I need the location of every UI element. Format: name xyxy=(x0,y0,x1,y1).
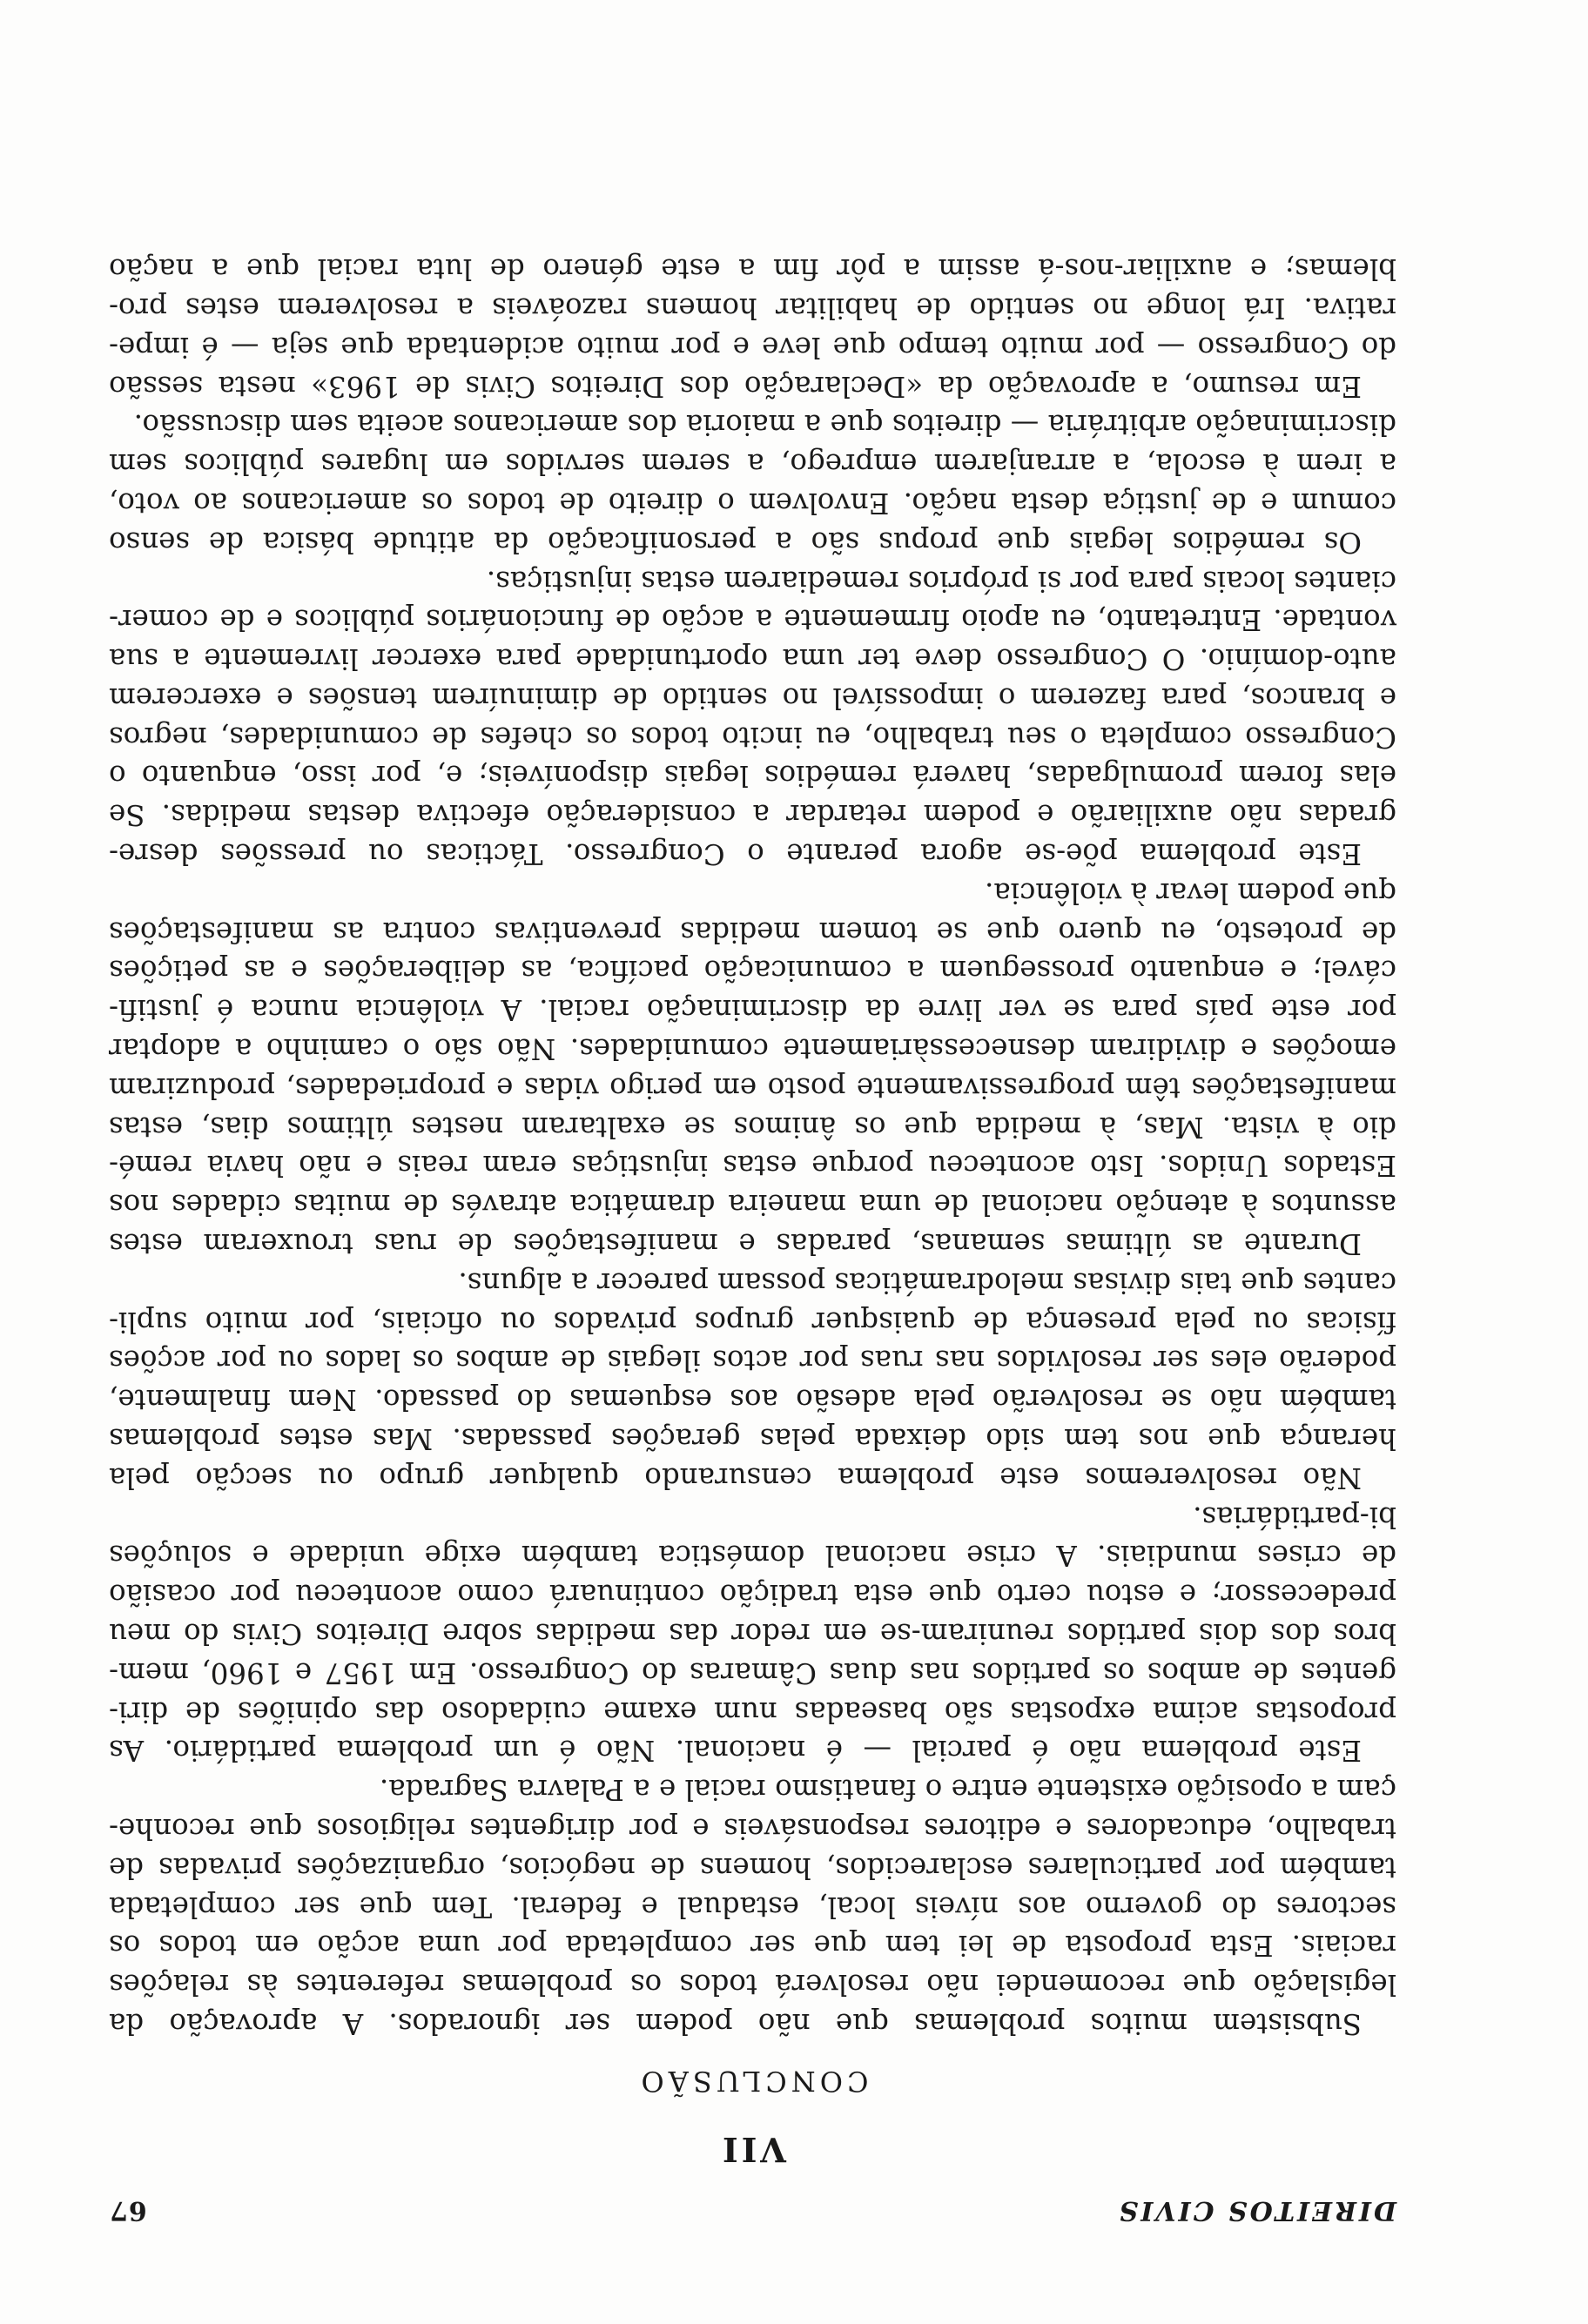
text-line: manifestações têm progressivamente posto em perigo vidas e propriedades, produziram xyxy=(109,1071,1396,1105)
text-line: a irem à escola, a arranjarem emprego, a serem servidos em lugares públicos sem xyxy=(109,447,1396,481)
text-line: cantes que tais divisas melodramáticas possam parecer a alguns. xyxy=(458,1266,1396,1300)
text-line: rativa. Irá longe no sentido de habilitar homens razoáveis a resolverem estes pro- xyxy=(109,291,1396,325)
paragraph xyxy=(109,249,1396,405)
paragraph xyxy=(109,561,1396,873)
text-line: ciantes locais para por si próprios remediarem estas injustiças. xyxy=(486,564,1396,598)
text-line: sectores do governo aos níveis local, estadual e federal. Tem que ser completada xyxy=(109,1890,1396,1924)
text-line: que podem levar à violência. xyxy=(985,876,1396,910)
text-line: Em resumo, a aprovação da «Declaração dos Direitos Civis de 1963» nesta sessão xyxy=(109,369,1362,403)
running-head-title: DIREITOS CIVIS xyxy=(1116,2195,1396,2226)
text-line: Os remédios legais que propus são a personificação da atitude básica de senso xyxy=(109,525,1362,559)
text-line: assuntos à atenção nacional de uma maneira dramática através de muitas cidades nos xyxy=(109,1188,1396,1222)
text-line: cável; e enquanto prosseguem a comunicação pacífica, as deliberações e as petições xyxy=(109,954,1396,988)
text-line: Este problema põe-se agora perante o Congresso. Tácticas ou pressões desre- xyxy=(109,837,1362,871)
paragraph xyxy=(109,1263,1396,1497)
chapter-title: CONCLUSÃO xyxy=(636,2065,869,2098)
text-line: Estados Unidos. Isto aconteceu porque estas injustiças eram reais e não havia remé- xyxy=(109,1149,1396,1183)
text-line: çam a oposição existente entre o fanatismo racial e a Palavra Sagrada. xyxy=(379,1773,1396,1807)
text-line: também por particulares esclarecidos, homens de negócios, organizações privadas de xyxy=(109,1850,1396,1884)
running-head xyxy=(109,2195,1396,2226)
text-line: por este país para se ver livre da discriminação racial. A violência nunca é justifi- xyxy=(109,993,1396,1027)
text-line: auto-domínio. O Congresso deve ter uma oportunidade para exercer livremente a sua xyxy=(109,642,1396,676)
text-line: emoções e dividiram desnecessàriamente comunidades. Não são o caminho a adoptar xyxy=(109,1032,1396,1066)
text-line: blemas; e auxiliar-nos-á assim a pôr fim a este género de luta racial que a nação xyxy=(109,252,1396,286)
text-line: elas forem promulgadas, haverá remédios legais disponíveis; e, por isso, enquanto o xyxy=(109,759,1396,793)
text-line: e brancos, para fazerem o impossível no sentido de diminuírem tensões e exercerem xyxy=(109,681,1396,715)
text-line: bi-partidárias. xyxy=(1193,1500,1396,1534)
text-line: herança que nos tem sido deixada pelas gerações passadas. Mas estes problemas xyxy=(109,1422,1396,1456)
text-line: Congresso completa o seu trabalho, eu incito todos os chefes de comunidades, negros xyxy=(109,720,1396,754)
text-line: Subsistem muitos problemas que não podem ser ignorados. A aprovação da xyxy=(109,2007,1362,2040)
text-line: predecessor; e estou certo que esta tradição continuará como aconteceu por ocasião xyxy=(109,1578,1396,1612)
text-line: discriminação arbitrária — direitos que a maioria dos americanos aceita sem discussão. xyxy=(133,408,1396,442)
text-line: Durante as últimas semanas, paradas e manifestações de ruas trouxeram estes xyxy=(109,1227,1362,1261)
page-number: 67 xyxy=(109,2195,147,2226)
text-line: também não se resolverão pela adesão aos esquemas do passado. Nem finalmente, xyxy=(109,1383,1396,1417)
text-line: dio à vista. Mas, à medida que os ânimos se exaltaram nestes últimos dias, estas xyxy=(109,1110,1396,1144)
body-text xyxy=(109,249,1396,2043)
text-line: vontade. Entretanto, eu apoio firmemente a acção de funcionários públicos e de comer- xyxy=(109,603,1396,637)
paragraph xyxy=(109,873,1396,1263)
text-line: raciais. Esta proposta de lei tem que ser completada por uma acção em todos os xyxy=(109,1929,1396,1963)
text-line: gradas não auxiliarão e podem retardar a consideração efectiva destas medidas. Se xyxy=(109,798,1396,832)
text-line: propostas acima expostas são baseadas num exame cuidadoso das opiniões de diri- xyxy=(109,1695,1396,1729)
text-line: poderão eles ser resolvidos nas ruas por actos ilegais de ambos os lados ou por acções xyxy=(109,1344,1396,1378)
text-line: comum e de justiça desta nação. Envolvem o direito de todos os americanos ao voto, xyxy=(109,486,1396,520)
paragraph xyxy=(109,406,1396,561)
chapter-number: VII xyxy=(718,2130,787,2169)
text-line: do Congresso — por muito tempo que leve e por muito acidentada que seja — é impe- xyxy=(109,330,1396,364)
text-line: Não resolveremos este problema censurando qualquer grupo ou secção pela xyxy=(109,1461,1362,1494)
paragraph xyxy=(109,1497,1396,1770)
text-line: de crises mundiais. A crise nacional doméstica também exige unidade e soluções xyxy=(109,1539,1396,1573)
text-line: de protesto, eu quero que se tomem medidas preventivas contra as manifestações xyxy=(109,915,1396,949)
text-line: legislação que recomendei não resolverá todos os problemas referentes às relações xyxy=(109,1968,1396,2002)
text-line: bros dos dois partidos reuniram-se em redor das medidas sobre Direitos Civis do meu xyxy=(109,1617,1396,1651)
text-line: físicas ou pela presença de quaisquer grupos privados ou oficiais, por muito supli- xyxy=(109,1305,1396,1339)
paragraph xyxy=(109,1770,1396,2043)
text-line: Este problema não é parcial — é nacional. Não é um problema partidário. As xyxy=(109,1734,1362,1768)
text-line: trabalho, educadores e editores responsáveis e por dirigentes religiosos que reconhe- xyxy=(109,1812,1396,1846)
text-line: gentes de ambos os partidos nas duas Câmaras do Congresso. Em 1957 e 1960, mem- xyxy=(109,1656,1396,1689)
